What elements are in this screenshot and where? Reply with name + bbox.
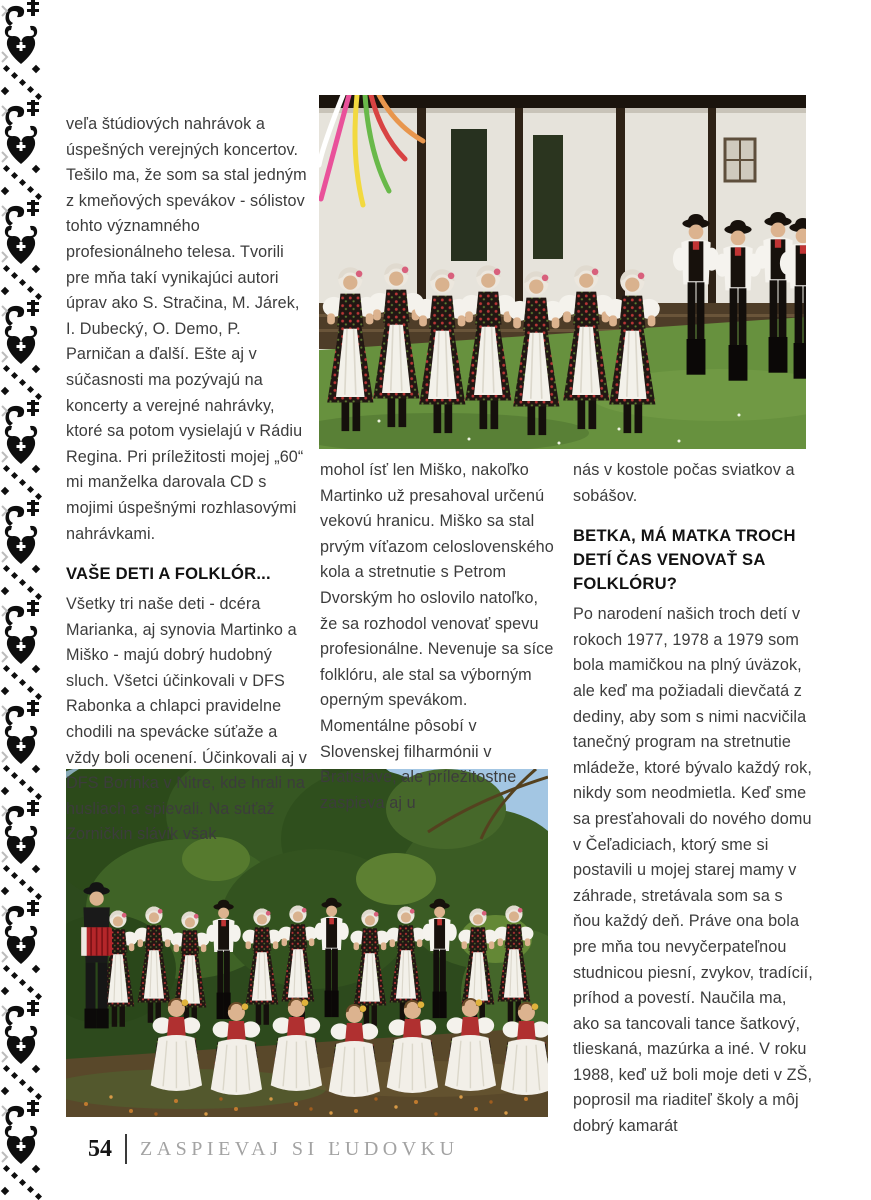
- col1-paragraph-2: Všetky tri naše deti - dcéra Marianka, aj synovia Martinko a Miško - majú dobrý hudobný sluch. Všetci účinkovali v DFS Rabonka a chlapci pravidelne chodili na spevácke súťaže a vždy boli ocenení. Účinkovali aj v DFS Borinka v Nitre, kde hrali na husliach a spievali. Na súťaž Zorničkin slávik však: [66, 595, 307, 844]
- col2-paragraph-1: mohol ísť len Miško, nakoľko Martinko už presahoval určenú vekovú hranicu. Miško sa stal prvým víťazom celoslovenského kola a stretnutie s Petrom Dvorským ho oslovilo natoľko, že sa rozhodol venovať spevu profesionálne. Nevenuje sa síce folklóru, ale stal sa výborným operným spevákom. Momentálne pôsobí v Slovenskej filharmónii v Bratislave, ale príležitostne zaspieva aj u: [320, 461, 554, 812]
- col3-paragraph-1: nás v kostole počas sviatkov a sobášov.: [573, 461, 795, 505]
- page-footer: [88, 1134, 459, 1164]
- section-heading-vase-deti: VAŠE DETI A FOLKLÓR...: [66, 564, 271, 584]
- page-number: 54: [88, 1135, 112, 1162]
- top-photo-folk-dancers: [319, 95, 806, 449]
- section-heading-betka: BETKA, MÁ MATKA TROCH DETÍ ČAS VENOVAŤ SA FOLKLÓRU?: [573, 526, 796, 594]
- col3-paragraph-2: Po narodení našich troch detí v rokoch 1977, 1978 a 1979 som bola mamičkou na plný úväzok, ale keď ma požiadali dievčatá z dediny, aby som s nimi nacvičila tanečný program na stretnutie mládeže, ktoré bývalo každý rok, nikdy som neodmietla. Keď sme sa presťahovali do nového domu v Čeľadiciach, ktorý sme si postavili u mojej starej mamy v záhrade, stretávala som sa s ňou každý deň. Práve ona bola pre mňa tou nevyčerpateľnou studnicou piesní, zvykov, tradícií, príhod a povestí. Naučila ma, ako sa tancovali tance šatkový, tlieskaná, mazúrka a iné. V roku 1988, keď už boli moje deti v ZŠ, poprosil ma riaditeľ školy a môj dobrý kamarát: [573, 605, 813, 1136]
- footer-separator: [125, 1134, 127, 1164]
- magazine-title: ZASPIEVAJ SI ĽUDOVKU: [140, 1137, 459, 1160]
- text-column-1: [66, 112, 307, 848]
- text-column-2: [320, 458, 560, 816]
- folk-border-ornament: [0, 0, 42, 1200]
- text-column-3: [573, 458, 814, 1140]
- col1-paragraph-1: veľa štúdiových nahrávok a úspešných verejných koncertov. Tešilo ma, že som sa stal jedným z kmeňových spevákov - sólistov tohto významného profesionálneho telesa. Tvorili pre mňa takí vynikajúci autori úprav ako S. Stračina, M. Járek, I. Dubecký, O. Demo, P. Parničan a ďalší. Ešte aj v súčasnosti ma pozývajú na koncerty a verejné nahrávky, ktoré sa potom vysielajú v Rádiu Regina. Pri príležitosti mojej „60“ mi manželka darovala CD s mojimi úspešnými rozhlasovými nahrávkami.: [66, 115, 307, 543]
